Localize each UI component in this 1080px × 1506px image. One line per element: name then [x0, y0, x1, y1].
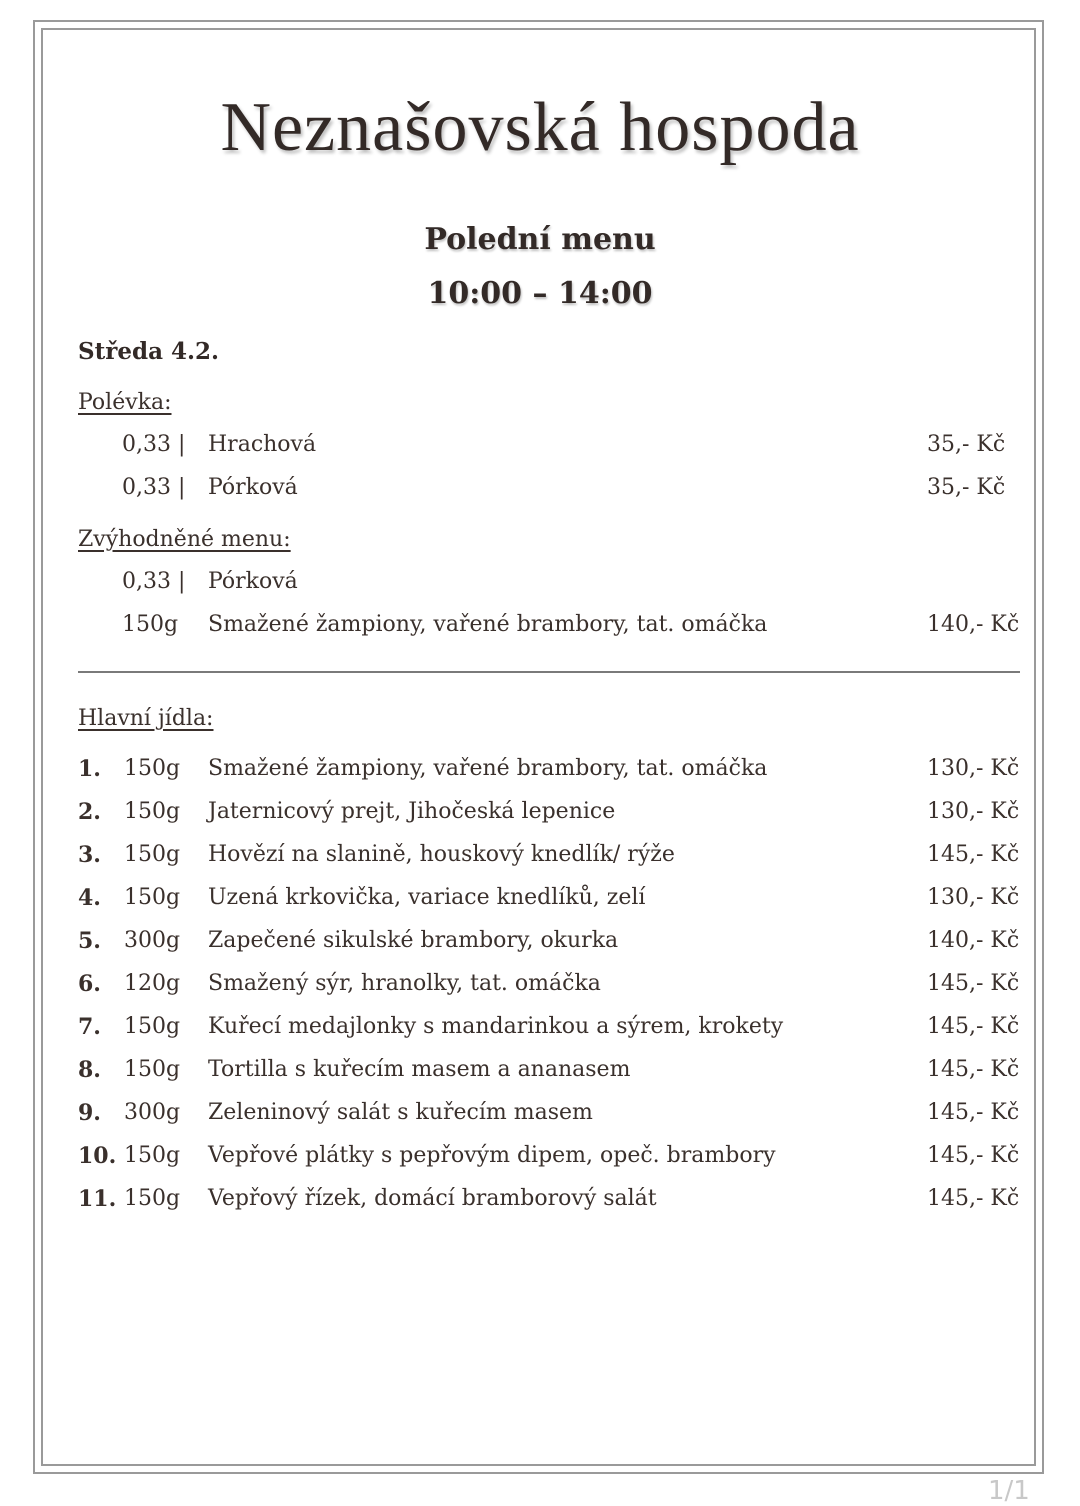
main-dish-price: 130,- Kč — [927, 799, 1020, 824]
main-dish-row — [78, 1014, 1020, 1046]
value-menu-price: 140,- Kč — [927, 612, 1020, 637]
main-dish-row — [78, 1057, 1020, 1089]
soup-row — [78, 475, 1020, 507]
main-dish-name: Smažený sýr, hranolky, tat. omáčka — [208, 971, 601, 996]
soup-quantity: 0,33 | — [122, 432, 186, 457]
main-dish-number: 1. — [78, 756, 101, 782]
main-dish-name: Uzená krkovička, variace knedlíků, zelí — [208, 885, 646, 910]
main-dish-row — [78, 756, 1020, 788]
main-dish-number: 10. — [78, 1143, 117, 1169]
main-dish-name: Smažené žampiony, vařené brambory, tat. omáčka — [208, 756, 768, 781]
main-dish-quantity: 150g — [124, 885, 181, 910]
main-dish-name: Zeleninový salát s kuřecím masem — [208, 1100, 593, 1125]
main-dish-number: 4. — [78, 885, 101, 911]
value-menu-name: Pórková — [208, 569, 298, 594]
soup-quantity: 0,33 | — [122, 475, 186, 500]
main-dish-row — [78, 971, 1020, 1003]
main-dish-price: 130,- Kč — [927, 756, 1020, 781]
main-dish-quantity: 150g — [124, 1186, 181, 1211]
main-dish-name: Tortilla s kuřecím masem a ananasem — [208, 1057, 631, 1082]
main-dish-quantity: 120g — [124, 971, 181, 996]
soup-name: Pórková — [208, 475, 298, 500]
main-dish-row — [78, 1186, 1020, 1218]
main-dish-number: 6. — [78, 971, 101, 997]
main-dish-name: Jaternicový prejt, Jihočeská lepenice — [208, 799, 616, 824]
main-dish-row — [78, 1100, 1020, 1132]
main-dish-name: Vepřové plátky s pepřovým dipem, opeč. brambory — [208, 1143, 776, 1168]
main-dish-price: 145,- Kč — [927, 1186, 1020, 1211]
main-dish-quantity: 150g — [124, 756, 181, 781]
page-indicator: 1/1 — [988, 1476, 1030, 1506]
main-dish-row — [78, 1143, 1020, 1175]
main-dish-quantity: 150g — [124, 799, 181, 824]
menu-title: Polední menu — [424, 222, 656, 257]
soup-price: 35,- Kč — [927, 475, 1006, 500]
main-dish-row — [78, 842, 1020, 874]
main-dish-number: 3. — [78, 842, 101, 868]
value-menu-quantity: 0,33 | — [122, 569, 186, 594]
value-menu-row — [78, 569, 1020, 601]
main-dish-row — [78, 928, 1020, 960]
main-dish-price: 145,- Kč — [927, 971, 1020, 996]
menu-hours: 10:00 – 14:00 — [427, 276, 653, 311]
main-dish-quantity: 150g — [124, 1014, 181, 1039]
main-dish-row — [78, 885, 1020, 917]
main-dish-number: 7. — [78, 1014, 101, 1040]
main-dish-number: 8. — [78, 1057, 101, 1083]
section-divider — [78, 671, 1020, 673]
main-dish-price: 145,- Kč — [927, 1100, 1020, 1125]
main-dish-number: 2. — [78, 799, 101, 825]
restaurant-name: Neznašovská hospoda — [220, 89, 860, 166]
value-menu-name: Smažené žampiony, vařené brambory, tat. omáčka — [208, 612, 768, 637]
main-dish-quantity: 150g — [124, 842, 181, 867]
soup-price: 35,- Kč — [927, 432, 1006, 457]
main-dish-name: Hovězí na slanině, houskový knedlík/ rýže — [208, 842, 675, 867]
value-menu-row — [78, 612, 1020, 644]
main-dish-price: 130,- Kč — [927, 885, 1020, 910]
main-dish-number: 11. — [78, 1186, 117, 1212]
main-dish-quantity: 150g — [124, 1057, 181, 1082]
main-dish-name: Kuřecí medajlonky s mandarinkou a sýrem, krokety — [208, 1014, 784, 1039]
section-heading-soups: Polévka: — [78, 390, 172, 415]
main-dish-price: 145,- Kč — [927, 1014, 1020, 1039]
main-dish-name: Zapečené sikulské brambory, okurka — [208, 928, 619, 953]
main-dish-quantity: 150g — [124, 1143, 181, 1168]
main-dish-quantity: 300g — [124, 1100, 181, 1125]
value-menu-quantity: 150g — [122, 612, 179, 637]
main-dish-price: 145,- Kč — [927, 842, 1020, 867]
section-heading-value-menu: Zvýhodněné menu: — [78, 527, 291, 552]
main-dish-number: 9. — [78, 1100, 101, 1126]
main-dish-price: 145,- Kč — [927, 1057, 1020, 1082]
main-dish-quantity: 300g — [124, 928, 181, 953]
soup-name: Hrachová — [208, 432, 317, 457]
main-dish-row — [78, 799, 1020, 831]
main-dish-name: Vepřový řízek, domácí bramborový salát — [208, 1186, 657, 1211]
main-dish-price: 145,- Kč — [927, 1143, 1020, 1168]
main-dish-price: 140,- Kč — [927, 928, 1020, 953]
section-heading-main-dishes: Hlavní jídla: — [78, 706, 214, 731]
main-dish-number: 5. — [78, 928, 101, 954]
soup-row — [78, 432, 1020, 464]
menu-date: Středa 4.2. — [78, 338, 219, 365]
